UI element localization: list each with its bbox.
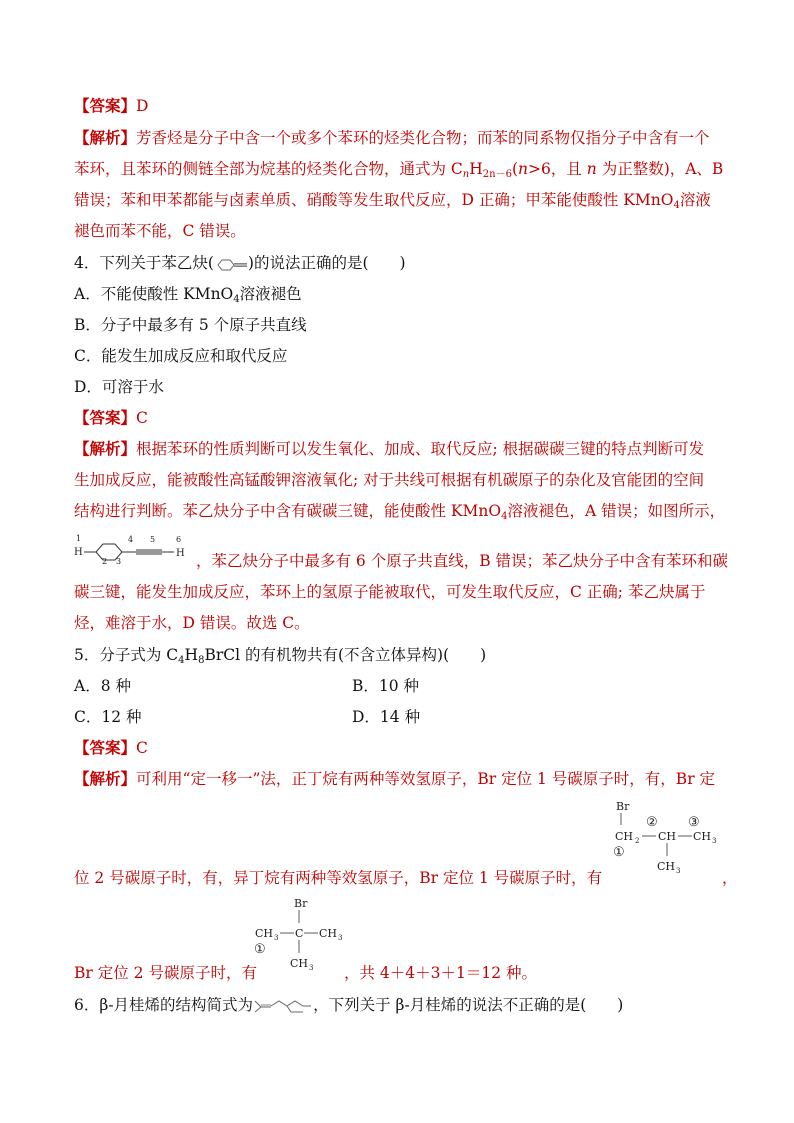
svg-text:Br: Br <box>294 897 308 910</box>
svg-text:3: 3 <box>309 964 314 972</box>
explanation-line: 烃，难溶于水，D 错误。故选 C。 <box>74 614 310 632</box>
explanation-line: 【解析】可利用“定一移一”法，正丁烷有两种等效氢原子，Br 定位 1 号碳原子时，有，Br 定 <box>74 769 716 788</box>
svg-text:3: 3 <box>338 934 343 942</box>
question-stem: 4．下列关于苯乙炔( )的说法正确的是( ) <box>74 254 406 272</box>
explanation-line: 苯环，且苯环的侧链全部为烷基的烃类化合物，通式为 $C_nH_{2n-6}(n>6$，且 n 为正整数)，A、B <box>74 160 724 180</box>
explanation-line: 错误；苯和甲苯都能与卤素单质、硝酸等发生取代反应，D 正确；甲苯能使酸性 KMnO$_4$溶液 <box>74 191 711 211</box>
explanation-comma: ， <box>722 869 738 887</box>
svg-text:CH: CH <box>290 957 309 970</box>
answer-line <box>74 96 148 116</box>
svg-text:CH: CH <box>615 830 634 843</box>
option-b: B．10 种 <box>352 677 420 695</box>
explanation-text: 芳香烃是分子中含一个或多个苯环的烃类化合物；而苯的同系物仅指分子中含有一个 <box>136 129 710 147</box>
explanation-line: 结构进行判断。苯乙炔分子中含有碳碳三键，能使酸性 KMnO$_4$溶液褪色，A 错误；如图所示， <box>74 502 726 522</box>
svg-text:4: 4 <box>128 535 134 544</box>
answer-line: 【答案】C <box>74 738 148 757</box>
svg-text:1: 1 <box>76 534 82 543</box>
explanation-line <box>74 128 710 148</box>
svg-text:②: ② <box>646 815 658 830</box>
svg-text:①: ① <box>254 942 266 957</box>
svg-text:CH: CH <box>658 830 677 843</box>
explanation-line: 【解析】根据苯环的性质判断可以发生氧化、加成、取代反应; 根据碳碳三键的特点判断可发 <box>74 439 705 458</box>
isobutyl-bromide-structure <box>608 798 728 880</box>
explanation-line: ，共 4＋4＋3＋1＝12 种。 <box>344 964 538 982</box>
svg-text:③: ③ <box>688 815 700 830</box>
svg-text:①: ① <box>613 845 625 860</box>
phenylacetylene-numbered-figure <box>72 533 190 565</box>
svg-text:2: 2 <box>102 557 108 565</box>
explanation-line: 碳三键，能发生加成反应，苯环上的氢原子能被取代，可发生取代反应，C 正确; 苯乙炔属于 <box>74 583 706 601</box>
svg-text:2: 2 <box>635 837 640 845</box>
explanation-line: 褪色而苯不能，C 错误。 <box>74 222 246 240</box>
answer-value: D <box>136 97 149 115</box>
answer-line: 【答案】C <box>74 408 148 427</box>
svg-text:C: C <box>295 927 304 940</box>
myrcene-structure-icon <box>253 998 313 1014</box>
explanation-line: ，苯乙炔分子中最多有 6 个原子共直线，B 错误；苯乙炔分子中含有苯环和碳 <box>196 552 729 570</box>
option-a: A．8 种 <box>74 677 131 695</box>
svg-text:Br: Br <box>616 800 630 813</box>
answer-tag: 【答案】 <box>74 96 137 115</box>
svg-text:3: 3 <box>712 837 717 845</box>
option-c: C．12 种 <box>74 708 142 726</box>
question-stem: 6．β-月桂烯的结构简式为 ，下列关于 β-月桂烯的说法不正确的是( ) <box>74 996 624 1014</box>
svg-text:CH: CH <box>319 927 338 940</box>
question-stem: 5．分子式为 $C_4H_8BrCl$ 的有机物共有(不含立体异构)( ) <box>74 646 487 666</box>
option-c: C．能发生加成反应和取代反应 <box>74 347 288 365</box>
option-d: D．可溶于水 <box>74 378 164 396</box>
option-a: A．不能使酸性 KMnO$_4$溶液褪色 <box>74 285 302 305</box>
svg-text:6: 6 <box>176 535 182 544</box>
explanation-line: Br 定位 2 号碳原子时，有 <box>74 964 257 982</box>
svg-text:CH: CH <box>255 927 274 940</box>
svg-text:3: 3 <box>676 867 681 875</box>
svg-text:H: H <box>74 547 83 558</box>
svg-text:5: 5 <box>150 535 156 544</box>
svg-text:CH: CH <box>657 860 676 873</box>
svg-text:H: H <box>176 548 185 559</box>
svg-text:3: 3 <box>274 934 279 942</box>
tert-butyl-bromide-structure <box>252 895 352 975</box>
explanation-line: 生加成反应，能被酸性高锰酸钾溶液氧化; 对于共线可根据有机碳原子的杂化及官能团的空间 <box>74 471 705 489</box>
svg-text:3: 3 <box>116 557 122 565</box>
option-b: B．分子中最多有 5 个原子共直线 <box>74 316 307 334</box>
phenylacetylene-structure-icon <box>214 258 248 272</box>
option-d: D．14 种 <box>352 708 421 726</box>
explanation-line: 位 2 号碳原子时，有，异丁烷有两种等效氢原子，Br 定位 1 号碳原子时，有 <box>74 869 603 887</box>
explanation-tag: 【解析】 <box>74 128 137 147</box>
svg-text:CH: CH <box>693 830 712 843</box>
